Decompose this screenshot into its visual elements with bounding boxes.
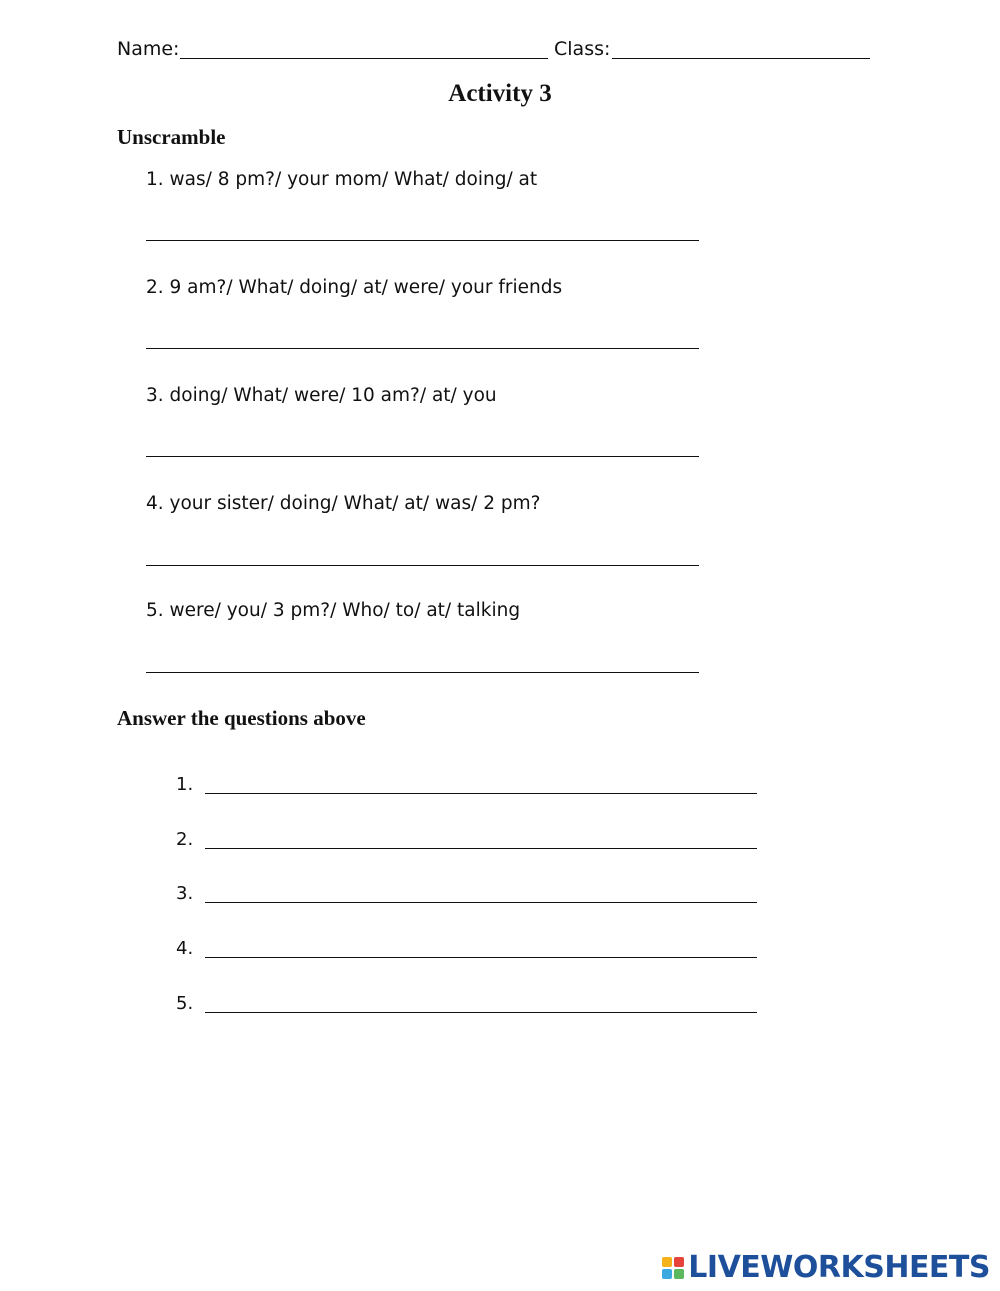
- liveworksheets-logo: [662, 1250, 990, 1285]
- unscramble-answer-3[interactable]: [146, 456, 699, 457]
- unscramble-item-3: 3. doing/ What/ were/ 10 am?/ at/ you: [146, 385, 497, 406]
- unscramble-item-5: 5. were/ you/ 3 pm?/ Who/ to/ at/ talking: [146, 600, 521, 621]
- name-field[interactable]: [180, 58, 548, 59]
- answer-line-5[interactable]: [205, 1012, 757, 1013]
- unscramble-heading: Unscramble: [117, 125, 226, 149]
- answer-number-2: 2.: [176, 829, 194, 850]
- answer-line-2[interactable]: [205, 848, 757, 849]
- name-label: Name:: [117, 38, 180, 60]
- unscramble-item-1: 1. was/ 8 pm?/ your mom/ What/ doing/ at: [146, 169, 538, 190]
- answer-line-4[interactable]: [205, 957, 757, 958]
- class-field[interactable]: [612, 58, 870, 59]
- logo-square-2: [674, 1257, 684, 1267]
- class-label: Class:: [554, 38, 611, 60]
- answer-line-3[interactable]: [205, 902, 757, 903]
- answers-heading: Answer the questions above: [117, 706, 366, 730]
- page-title: Activity 3: [448, 80, 552, 107]
- logo-square-1: [662, 1257, 672, 1267]
- answer-number-3: 3.: [176, 883, 194, 904]
- header-row: [117, 38, 179, 60]
- unscramble-answer-1[interactable]: [146, 240, 699, 241]
- unscramble-item-2: 2. 9 am?/ What/ doing/ at/ were/ your friends: [146, 277, 563, 298]
- logo-square-4: [674, 1269, 684, 1279]
- liveworksheets-wordmark: LIVEWORKSHEETS: [688, 1250, 990, 1285]
- unscramble-answer-2[interactable]: [146, 348, 699, 349]
- unscramble-item-4: 4. your sister/ doing/ What/ at/ was/ 2 pm?: [146, 493, 541, 514]
- answer-number-5: 5.: [176, 993, 194, 1014]
- answer-number-1: 1.: [176, 774, 194, 795]
- liveworksheets-icon: [662, 1257, 684, 1279]
- unscramble-answer-4[interactable]: [146, 565, 699, 566]
- logo-square-3: [662, 1269, 672, 1279]
- answer-number-4: 4.: [176, 938, 194, 959]
- answer-line-1[interactable]: [205, 793, 757, 794]
- unscramble-answer-5[interactable]: [146, 672, 699, 673]
